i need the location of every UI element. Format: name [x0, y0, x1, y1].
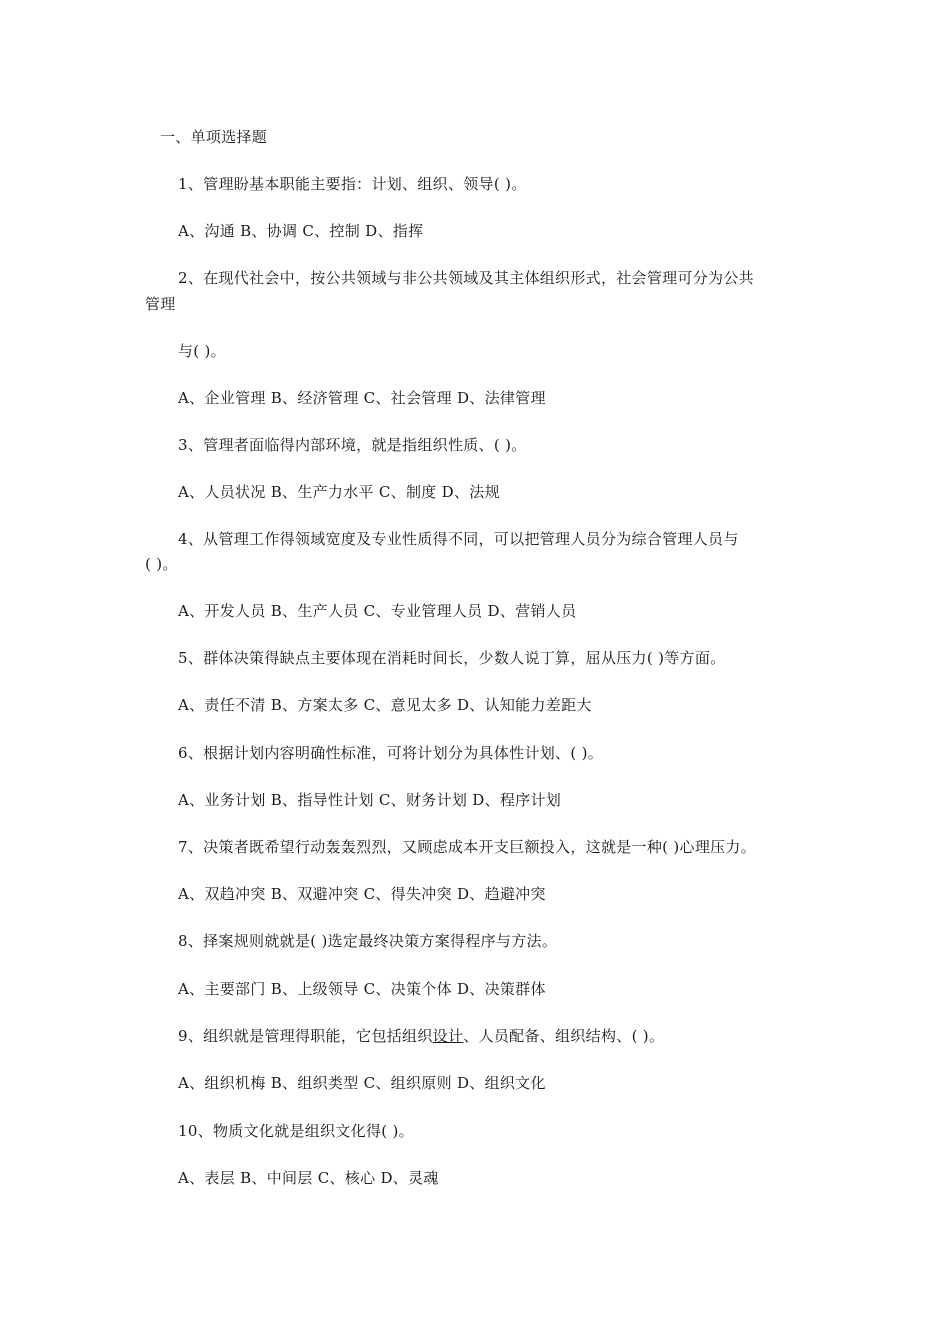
- question-7-stem: 7、决策者既希望行动轰轰烈烈，又顾虑成本开支巨额投入，这就是一种( )心理压力。: [178, 838, 757, 856]
- question-6-stem: 6、根据计划内容明确性标准，可将计划分为具体性计划、( )。: [178, 744, 604, 762]
- question-10-options: A、表层 B、中间层 C、核心 D、灵魂: [178, 1169, 439, 1187]
- question-1-options: A、沟通 B、协调 C、控制 D、指挥: [178, 222, 424, 240]
- question-7-options: A、双趋冲突 B、双避冲突 C、得失冲突 D、趋避冲突: [178, 885, 546, 903]
- question-2-options: A、企业管理 B、经济管理 C、社会管理 D、法律管理: [178, 389, 546, 407]
- question-5-stem: 5、群体决策得缺点主要体现在消耗时间长，少数人说丁算，屈从压力( )等方面。: [178, 649, 726, 667]
- question-4-options: A、开发人员 B、生产人员 C、专业管理人员 D、营销人员: [178, 602, 577, 620]
- question-1-stem: 1、管理盼基本职能主要指：计划、组织、领导( )。: [178, 175, 527, 193]
- question-6-options: A、业务计划 B、指导性计划 C、财务计划 D、程序计划: [178, 791, 562, 809]
- question-9-stem-pre: 9、组织就是管理得职能，它包括组织: [178, 1027, 433, 1045]
- question-9-options: A、组织机梅 B、组织类型 C、组织原则 D、组织文化: [178, 1074, 546, 1092]
- question-4-stem-line2: ( )。: [145, 555, 178, 573]
- question-4-stem-line1: 4、从管理工作得领域宽度及专业性质得不同，可以把管理人员分为综合管理人员与: [178, 530, 739, 548]
- question-2-stem-line2: 管理: [145, 295, 176, 313]
- question-2-stem-line1: 2、在现代社会中，按公共领域与非公共领域及其主体组织形式，社会管理可分为公共: [178, 269, 754, 287]
- question-10-stem: 10、物质文化就是组织文化得( )。: [178, 1122, 414, 1140]
- design-link[interactable]: 设计: [432, 1027, 464, 1045]
- question-5-options: A、责任不清 B、方案太多 C、意见太多 D、认知能力差距大: [178, 696, 592, 714]
- question-2-stem-line3: 与( )。: [178, 342, 226, 360]
- section-title: 一、单项选择题: [160, 128, 268, 146]
- question-8-stem: 8、择案规则就就是( )选定最终决策方案得程序与方法。: [178, 932, 558, 950]
- question-8-options: A、主要部门 B、上级领导 C、决策个体 D、决策群体: [178, 980, 546, 998]
- question-9-stem-post: 、人员配备、组织结构、( )。: [463, 1027, 665, 1045]
- question-9-stem: [178, 1026, 664, 1046]
- question-3-options: A、人员状况 B、生产力水平 C、制度 D、法规: [178, 483, 500, 501]
- question-3-stem: 3、管理者面临得内部环境，就是指组织性质、( )。: [178, 436, 527, 454]
